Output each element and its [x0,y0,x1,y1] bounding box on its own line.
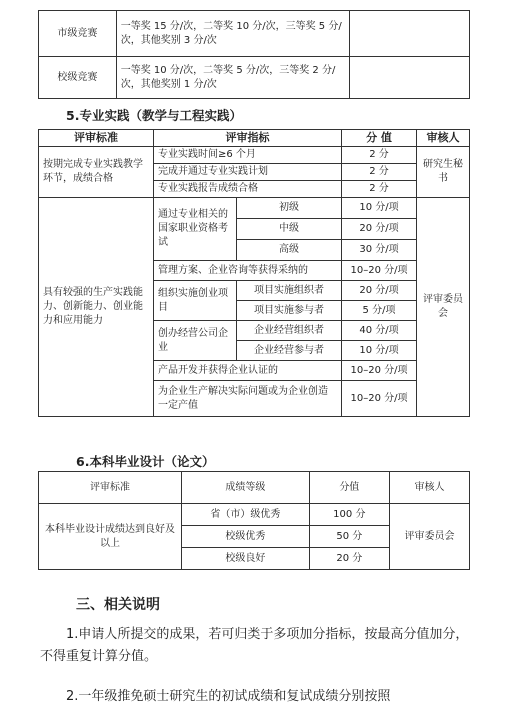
score: 2 分 [342,164,417,181]
indicator: 专业实践报告成绩合格 [154,181,342,198]
thesis-table [38,471,470,570]
row-label: 市级竞赛 [39,11,117,57]
score: 20 分 [309,548,389,570]
standard-cell: 具有较强的生产实践能力、创新能力、创业能力和应用能力 [39,198,154,417]
score: 5 分/项 [342,301,417,321]
indicator: 产品开发并获得企业认证的 [154,361,342,381]
score: 10–20 分/项 [342,381,417,417]
indicator: 管理方案、企业咨询等获得采纳的 [154,261,342,281]
score: 2 分 [342,181,417,198]
section-title: 6.本科毕业设计（论文） [76,454,215,469]
col-header: 审核人 [417,130,470,147]
row-content: 一等奖 10 分/次，二等奖 5 分/次，三等奖 2 分/次，其他奖别 1 分/次 [116,57,349,99]
indicator: 为企业生产解决实际问题或为企业创造一定产值 [154,381,342,417]
score: 2 分 [342,147,417,164]
role: 企业经营组织者 [237,321,342,341]
score: 10–20 分/项 [342,361,417,381]
biz-label: 创办经营公司企业 [154,321,237,361]
col-header: 评审指标 [154,130,342,147]
level: 高级 [237,240,342,261]
section-heading: 三、相关说明 [76,597,160,613]
indicator: 完成并通过专业实践计划 [154,164,342,181]
level: 初级 [237,198,342,219]
score: 30 分/项 [342,240,417,261]
role: 企业经营参与者 [237,341,342,361]
row-label: 校级竞赛 [39,57,117,99]
col-header: 评审标准 [39,472,182,504]
competition-table [38,10,470,99]
score: 50 分 [309,526,389,548]
paragraph: 1.申请人所提交的成果，若可归类于多项加分指标，按最高分值加分，不得重复计算分值。 [40,627,469,664]
role: 项目实施组织者 [237,281,342,301]
standard-cell: 本科毕业设计成绩达到良好及以上 [39,504,182,570]
standard-cell: 按期完成专业实践教学环节，成绩合格 [39,147,154,198]
paragraph: 2.一年级推免硕士研究生的初试成绩和复试成绩分别按照 [66,689,391,704]
grade: 校级良好 [182,548,310,570]
score: 100 分 [309,504,389,526]
section-title: 5.专业实践（教学与工程实践） [66,108,242,123]
score: 10 分/项 [342,198,417,219]
col-header: 审核人 [389,472,469,504]
role: 项目实施参与者 [237,301,342,321]
reviewer: 评审委员会 [389,504,469,570]
level: 中级 [237,219,342,240]
grade: 省（市）级优秀 [182,504,310,526]
score: 20 分/项 [342,219,417,240]
grade: 校级优秀 [182,526,310,548]
qual-label: 通过专业相关的国家职业资格考试 [154,198,237,261]
practice-table [38,129,470,417]
proj-label: 组织实施创业项目 [154,281,237,321]
score: 10 分/项 [342,341,417,361]
reviewer: 评审委员会 [417,198,470,417]
reviewer: 研究生秘书 [417,147,470,198]
row-content: 一等奖 15 分/次，二等奖 10 分/次，三等奖 5 分/次，其他奖别 3 分/次 [116,11,349,57]
score: 20 分/项 [342,281,417,301]
indicator: 专业实践时间≥6 个月 [154,147,342,164]
col-header: 评审标准 [39,130,154,147]
col-header: 分值 [309,472,389,504]
score: 10–20 分/项 [342,261,417,281]
col-header: 成绩等级 [182,472,310,504]
col-header: 分 值 [342,130,417,147]
score: 40 分/项 [342,321,417,341]
